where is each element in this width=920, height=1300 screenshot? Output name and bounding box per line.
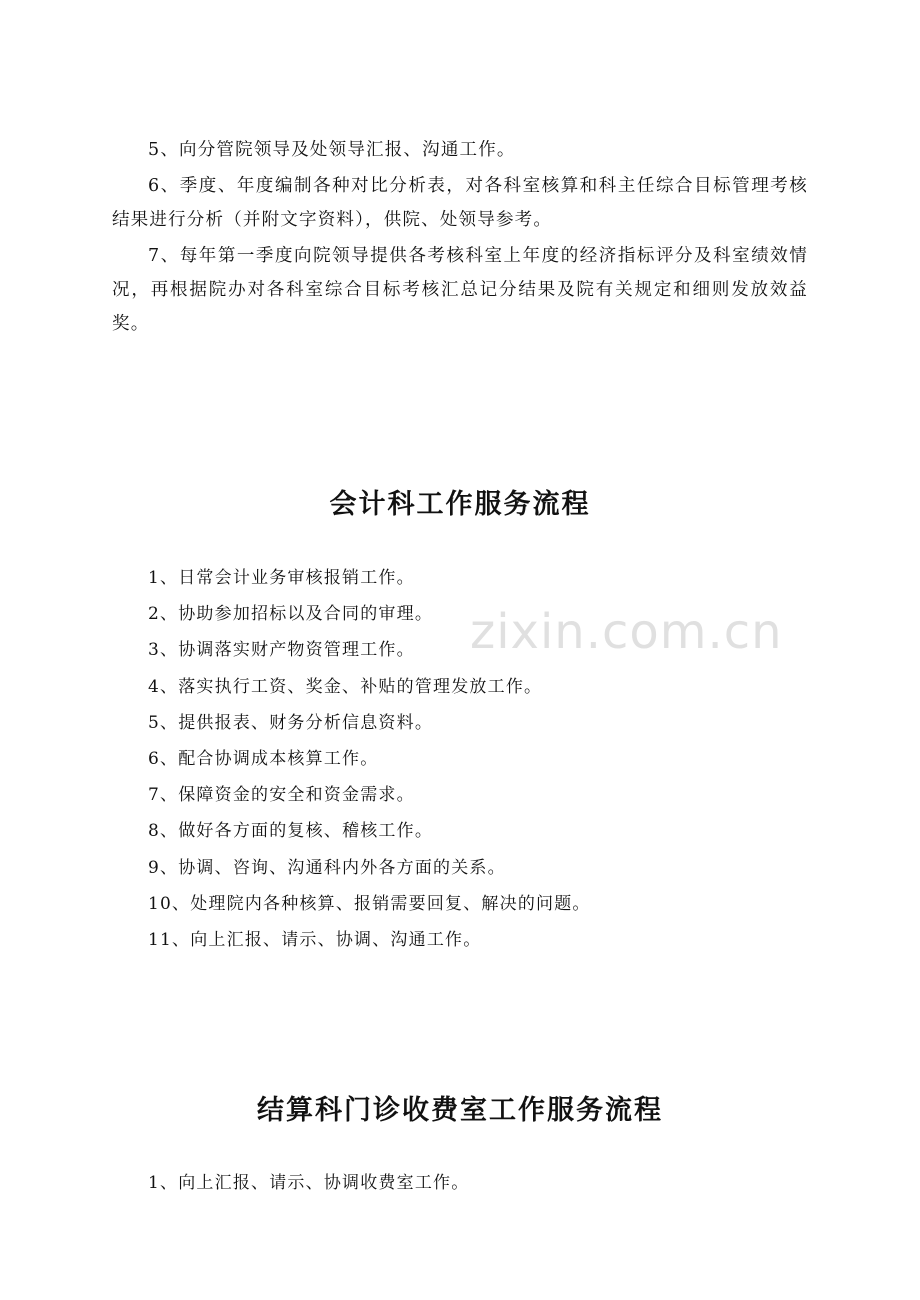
intro-paragraph: 7、每年第一季度向院领导提供各考核科室上年度的经济指标评分及科室绩效情况，再根据院办对各科室综合目标考核汇总记分结果及院有关规定和细则发放效益奖。 bbox=[112, 246, 808, 334]
list-item: 7、保障资金的安全和资金需求。 bbox=[148, 785, 415, 806]
list-item: 1、向上汇报、请示、协调收费室工作。 bbox=[148, 1173, 470, 1193]
settlement-list bbox=[112, 1165, 808, 1201]
section-title-settlement: 结算科门诊收费室工作服务流程 bbox=[257, 1095, 663, 1126]
list-item: 11、向上汇报、请示、协调、沟通工作。 bbox=[148, 930, 482, 951]
settlement-list-section bbox=[112, 1165, 808, 1201]
list-item: 1、日常会计业务审核报销工作。 bbox=[148, 568, 415, 588]
section-title-accounting: 会计科工作服务流程 bbox=[329, 489, 591, 520]
intro-paragraph: 5、向分管院领导及处领导汇报、沟通工作。 bbox=[148, 140, 516, 160]
list-item: 10、处理院内各种核算、报销需要回复、解决的问题。 bbox=[148, 893, 591, 914]
list-item: 4、落实执行工资、奖金、补贴的管理发放工作。 bbox=[148, 676, 543, 697]
list-item: 3、协调落实财产物资管理工作。 bbox=[148, 640, 415, 661]
list-item: 2、协助参加招标以及合同的审理。 bbox=[148, 604, 434, 625]
watermark: zixin.com.cn bbox=[470, 604, 783, 660]
list-item: 5、提供报表、财务分析信息资料。 bbox=[148, 712, 434, 733]
list-item: 8、做好各方面的复核、稽核工作。 bbox=[148, 821, 434, 842]
list-item: 6、配合协调成本核算工作。 bbox=[148, 749, 379, 770]
intro-paragraph: 6、季度、年度编制各种对比分析表，对各科室核算和科主任综合目标管理考核结果进行分析（并附文字资料），供院、处领导参考。 bbox=[112, 176, 808, 230]
intro-section bbox=[112, 133, 808, 341]
accounting-list bbox=[112, 560, 808, 958]
accounting-list-section bbox=[112, 560, 808, 958]
list-item: 9、协调、咨询、沟通科内外各方面的关系。 bbox=[148, 857, 506, 878]
